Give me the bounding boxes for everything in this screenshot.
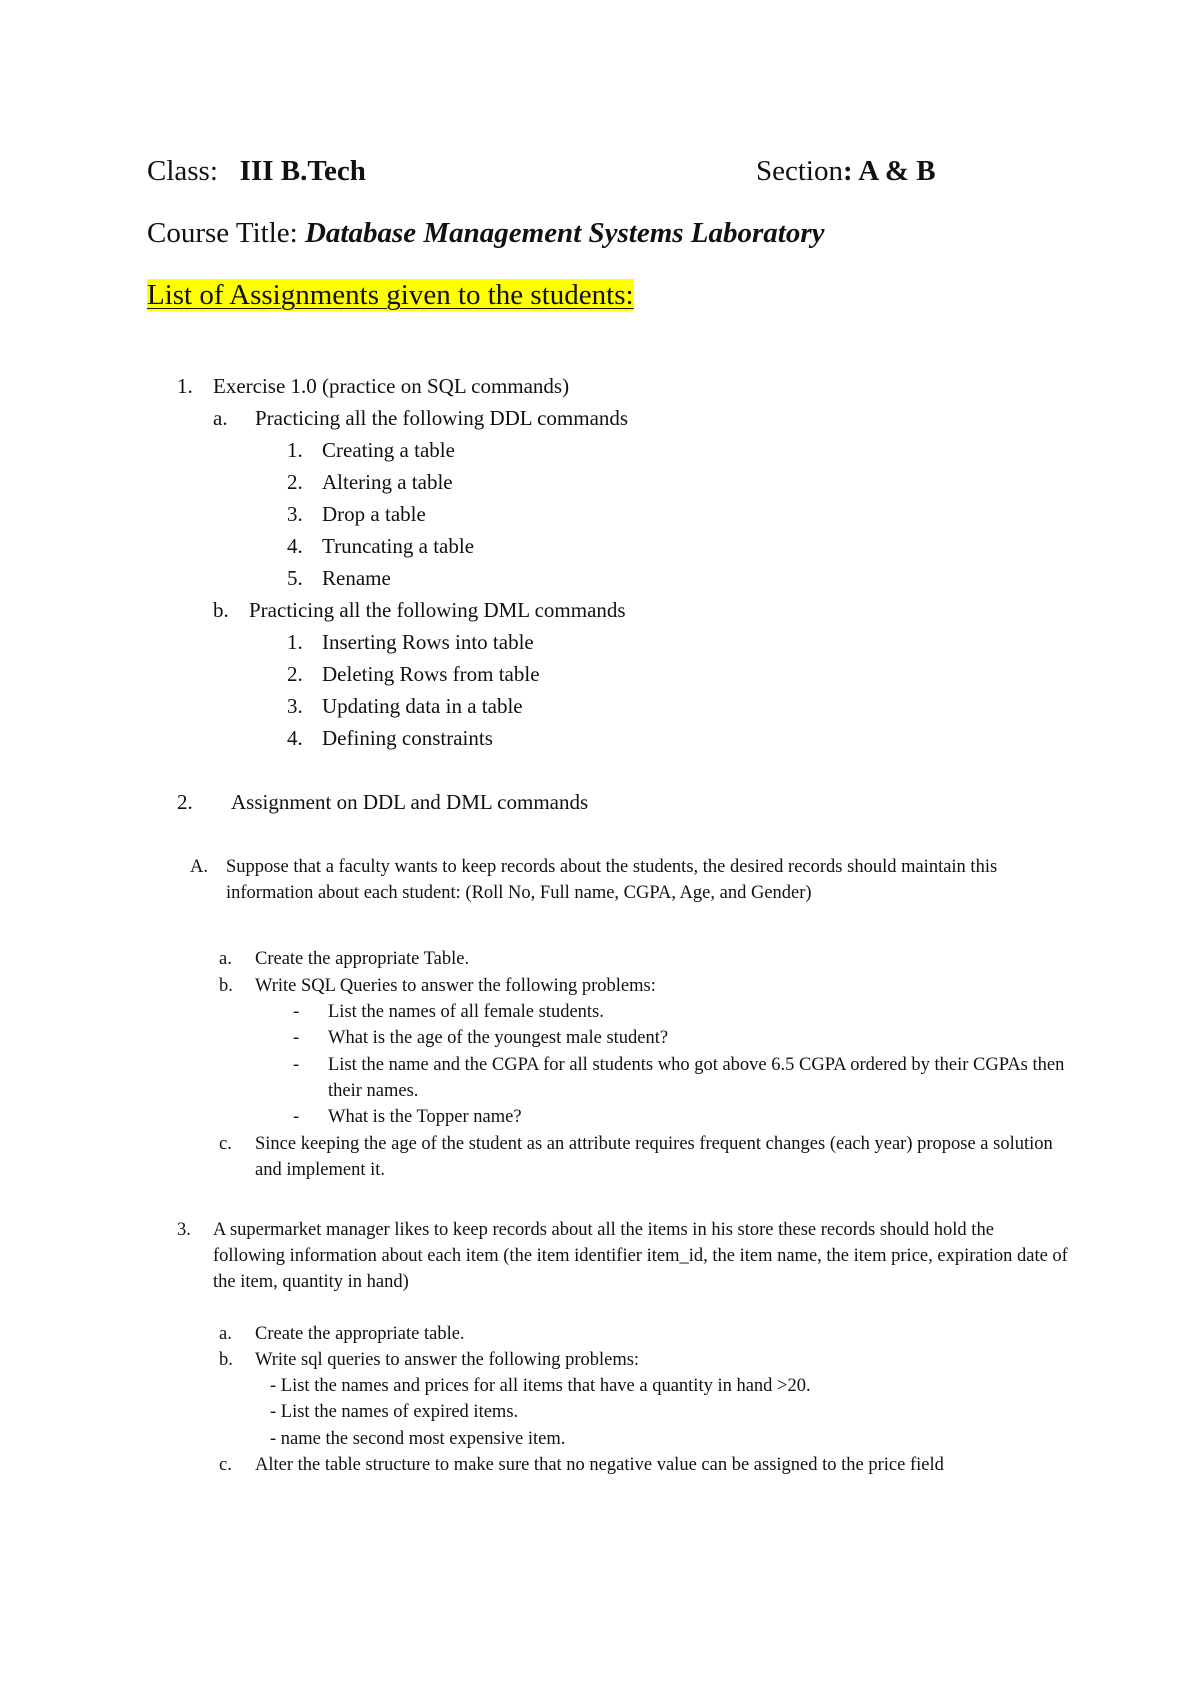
class-label: Class: <box>147 155 218 187</box>
exercise-1-title: Exercise 1.0 (practice on SQL commands) <box>213 374 570 398</box>
assignment-3a-text: Create the appropriate table. <box>255 1324 465 1344</box>
section-label: Section <box>756 155 843 187</box>
section-value: : A & B <box>843 155 936 187</box>
assignment-2A-b-marker: b. <box>219 976 233 996</box>
dml-item-text: Updating data in a table <box>322 694 523 718</box>
ddl-item-number: 1. <box>287 438 303 462</box>
assignment-2A-a-text: Create the appropriate Table. <box>255 949 470 969</box>
ddl-item-text: Rename <box>322 566 391 590</box>
exercise-1a-text: Practicing all the following DDL commands <box>255 406 629 430</box>
exercise-1b-marker: b. <box>213 598 229 622</box>
item-query: - List the names of expired items. <box>270 1402 519 1422</box>
query-dash: - <box>293 1002 300 1022</box>
assignment-2A-text: Suppose that a faculty wants to keep records about the students, the desired records should maintain this information about each student: (Roll No, Full name, CGPA, Age, and Gender) <box>226 857 998 903</box>
dml-item-number: 1. <box>287 630 303 654</box>
ddl-item-number: 2. <box>287 470 303 494</box>
section-line <box>756 153 936 189</box>
query-dash: - <box>293 1055 300 1075</box>
ddl-item-number: 3. <box>287 502 303 526</box>
item-query: - List the names and prices for all items that have a quantity in hand >20. <box>270 1376 811 1396</box>
dml-item-number: 4. <box>287 726 303 750</box>
assignment-2A-marker: A. <box>190 857 208 877</box>
ddl-item-text: Drop a table <box>322 502 426 526</box>
list-heading <box>147 277 634 313</box>
assignment-2A-c-marker: c. <box>219 1134 232 1154</box>
assignment-3-text: A supermarket manager likes to keep records about all the items in his store these records should hold the following information about each item (the item identifier item_id, the item name, the item price, expiration date of the item, quantity in hand) <box>213 1220 1068 1292</box>
list-heading-text: List of Assignments given to the students: <box>147 279 634 311</box>
ddl-item-text: Altering a table <box>322 470 453 494</box>
ddl-item-text: Truncating a table <box>322 534 475 558</box>
assignment-2-title: Assignment on DDL and DML commands <box>231 790 589 814</box>
ddl-item-number: 4. <box>287 534 303 558</box>
assignment-3-number: 3. <box>177 1220 191 1240</box>
query-dash: - <box>293 1028 300 1048</box>
query-text: What is the age of the youngest male student? <box>328 1028 669 1048</box>
query-text: What is the Topper name? <box>328 1107 522 1127</box>
dml-item-number: 2. <box>287 662 303 686</box>
dml-item-text: Deleting Rows from table <box>322 662 540 686</box>
dml-item-text: Defining constraints <box>322 726 493 750</box>
dml-item-text: Inserting Rows into table <box>322 630 534 654</box>
exercise-1b-text: Practicing all the following DML commands <box>249 598 626 622</box>
exercise-1a-marker: a. <box>213 406 228 430</box>
assignment-2-number: 2. <box>177 790 193 814</box>
query-dash: - <box>293 1107 300 1127</box>
assignment-3a-marker: a. <box>219 1324 232 1344</box>
assignment-2A-c-text: Since keeping the age of the student as an attribute requires frequent changes (each year) propose a solution and implement it. <box>255 1134 1053 1180</box>
query-text: List the name and the CGPA for all students who got above 6.5 CGPA ordered by their CGPAs then their names. <box>328 1055 1065 1101</box>
dml-item-number: 3. <box>287 694 303 718</box>
class-value: III B.Tech <box>239 155 366 187</box>
assignment-3c-text: Alter the table structure to make sure that no negative value can be assigned to the price field <box>255 1455 944 1475</box>
assignment-3c-marker: c. <box>219 1455 232 1475</box>
ddl-item-text: Creating a table <box>322 438 455 462</box>
course-title-line <box>147 215 825 251</box>
exercise-1-number: 1. <box>177 374 193 398</box>
assignment-3b-marker: b. <box>219 1350 233 1370</box>
item-query: - name the second most expensive item. <box>270 1429 566 1449</box>
course-value: Database Management Systems Laboratory <box>304 217 825 249</box>
assignment-3b-text: Write sql queries to answer the following problems: <box>255 1350 640 1370</box>
class-line <box>147 153 366 189</box>
course-label: Course Title: <box>147 217 298 249</box>
assignment-2A-b-text: Write SQL Queries to answer the following problems: <box>255 976 656 996</box>
query-text: List the names of all female students. <box>328 1002 604 1022</box>
ddl-item-number: 5. <box>287 566 303 590</box>
assignment-2A-a-marker: a. <box>219 949 232 969</box>
